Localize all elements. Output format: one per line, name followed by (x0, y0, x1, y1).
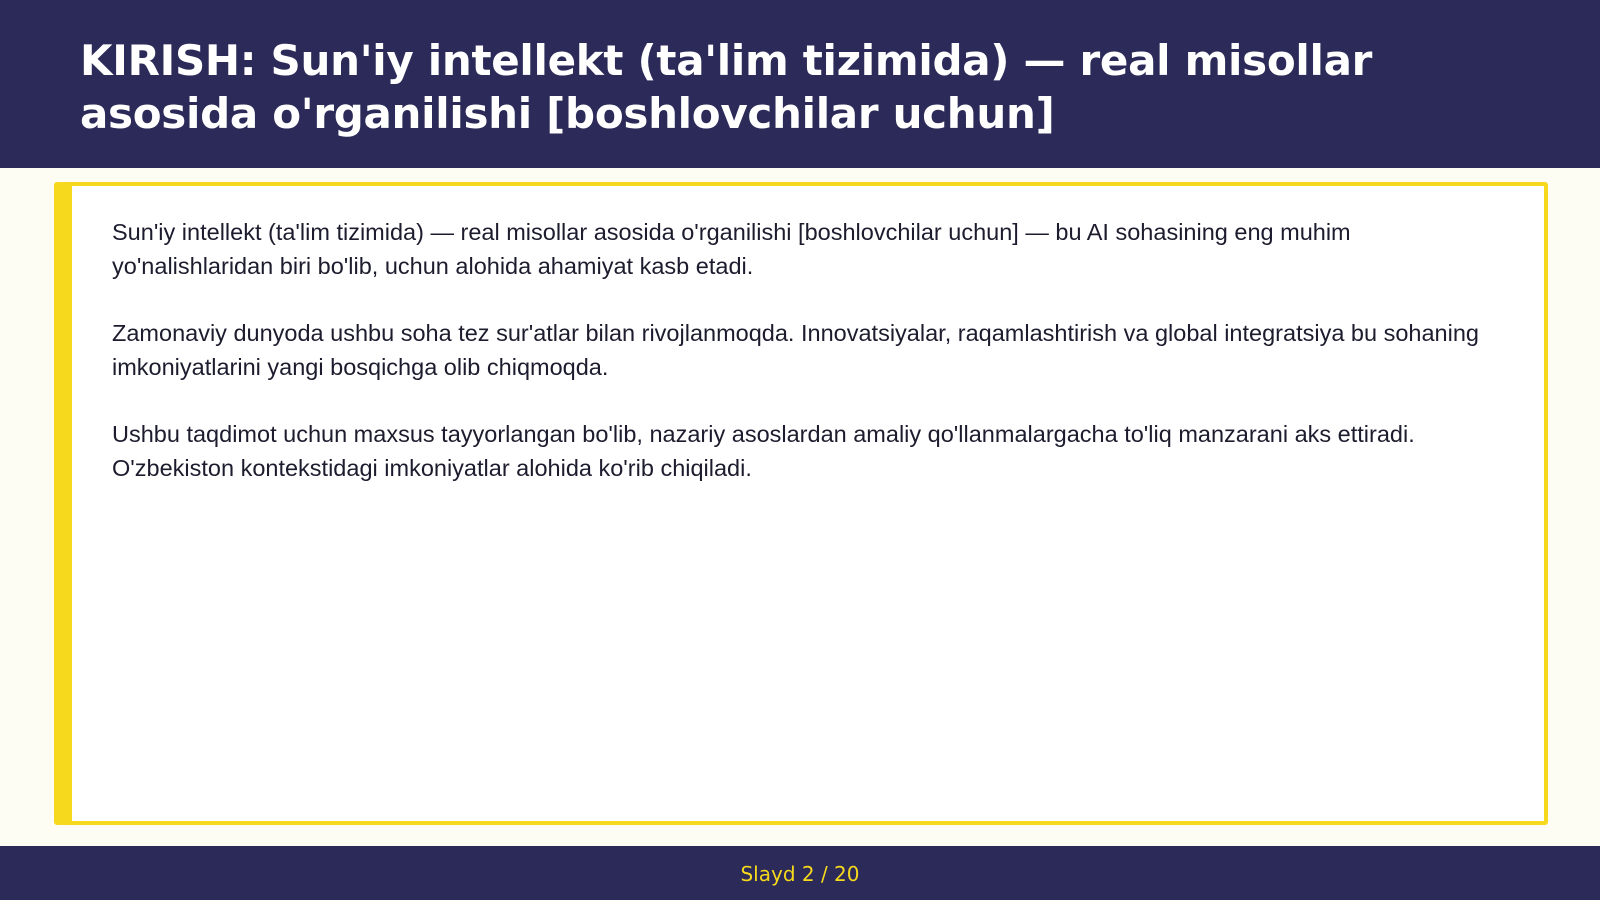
slide-header (0, 0, 1600, 168)
paragraph-presentation-purpose: Ushbu taqdimot uchun maxsus tayyorlangan bo'lib, nazariy asoslardan amaliy qo'llanmalargacha to'liq manzarani aks ettiradi. O'zbekiston kontekstidagi imkoniyatlar alohida ko'rib chiqiladi. (112, 421, 1415, 481)
slide-footer (0, 846, 1600, 900)
slide-title: KIRISH: Sun'iy intellekt (ta'lim tizimida) — real misollar asosida o'rganilishi [boshlovchilar uchun] (80, 36, 1373, 138)
paragraph-intro: Sun'iy intellekt (ta'lim tizimida) — real misollar asosida o'rganilishi [boshlovchilar uchun] — bu AI sohasining eng muhim yo'nalishlaridan biri bo'lib, uchun alohida ahamiyat kasb etadi. (112, 219, 1351, 279)
slide-number: Slayd 2 / 20 (740, 862, 860, 886)
content-card (54, 182, 1548, 825)
paragraph-modern-world: Zamonaviy dunyoda ushbu soha tez sur'atlar bilan rivojlanmoqda. Innovatsiyalar, raqamlashtirish va global integratsiya bu sohaning imkoniyatlarini yangi bosqichga olib chiqmoqda. (112, 320, 1479, 380)
